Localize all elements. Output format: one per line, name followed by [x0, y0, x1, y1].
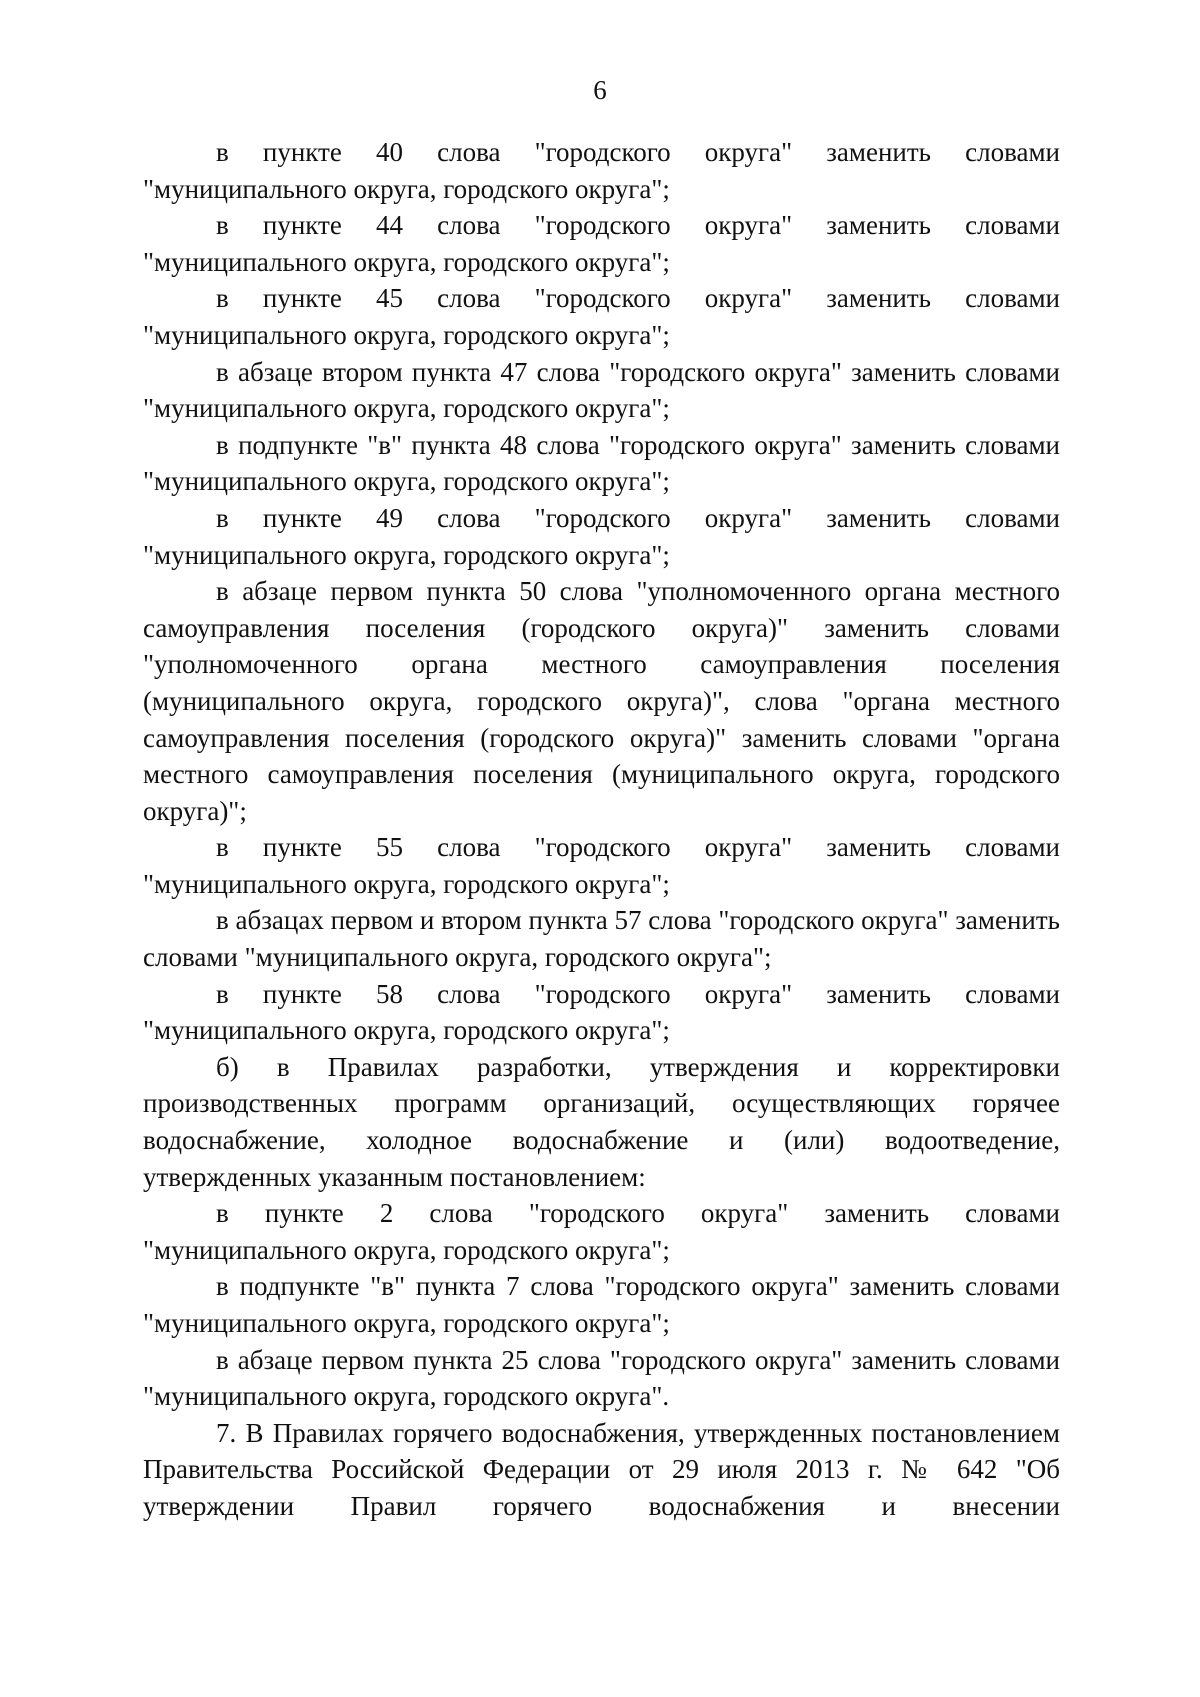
- paragraph: в абзаце втором пункта 47 слова "городского округа" заменить словами "муниципального округа, городского округа";: [143, 356, 1060, 424]
- paragraph: б) в Правилах разработки, утверждения и корректировки производственных программ организаций, осуществляющих горячее водоснабжение, холодное водоснабжение и (или) водоотведение, утвержденных указанным постановлением:: [143, 1051, 1060, 1192]
- paragraph: в пункте 58 слова "городского округа" заменить словами "муниципального округа, городского округа";: [143, 978, 1060, 1046]
- paragraph-continued: 7. В Правилах горячего водоснабжения, утвержденных постановлением Правительства Российской Федерации от 29 июля 2013 г. № 642 "Об утверждении Правил горячего водоснабжения и внесении: [143, 1417, 1060, 1521]
- paragraph: в абзаце первом пункта 50 слова "уполномоченного органа местного самоуправления поселения (городского округа)" заменить словами "уполномоченного органа местного самоуправления поселения (муниципального округа, городского округа)", слова "органа местного самоуправления поселения (городского округа)" заменить словами "органа местного самоуправления поселения (муниципального округа, городского округа)";: [143, 576, 1060, 826]
- paragraph: в пункте 44 слова "городского округа" заменить словами "муниципального округа, городского округа";: [143, 210, 1060, 277]
- paragraph: в пункте 40 слова "городского округа" заменить словами "муниципального округа, городского округа";: [143, 137, 1060, 204]
- paragraph: в пункте 49 слова "городского округа" заменить словами "муниципального округа, городского округа";: [143, 502, 1060, 570]
- document-body: [143, 134, 1060, 1525]
- paragraph: в подпункте "в" пункта 48 слова "городского округа" заменить словами "муниципального округа, городского округа";: [143, 429, 1060, 497]
- paragraph: в пункте 2 слова "городского округа" заменить словами "муниципального округа, городского округа";: [143, 1198, 1060, 1265]
- paragraph: в абзаце первом пункта 25 слова "городского округа" заменить словами "муниципального округа, городского округа".: [143, 1344, 1060, 1412]
- page-number: 6: [593, 75, 607, 105]
- paragraph: в абзацах первом и втором пункта 57 слова "городского округа" заменить словами "муниципального округа, городского округа";: [143, 905, 1060, 973]
- paragraph: в пункте 45 слова "городского округа" заменить словами "муниципального округа, городского округа";: [143, 283, 1060, 350]
- paragraph: в подпункте "в" пункта 7 слова "городского округа" заменить словами "муниципального округа, городского округа";: [143, 1271, 1060, 1338]
- paragraph: в пункте 55 слова "городского округа" заменить словами "муниципального округа, городского округа";: [143, 832, 1060, 899]
